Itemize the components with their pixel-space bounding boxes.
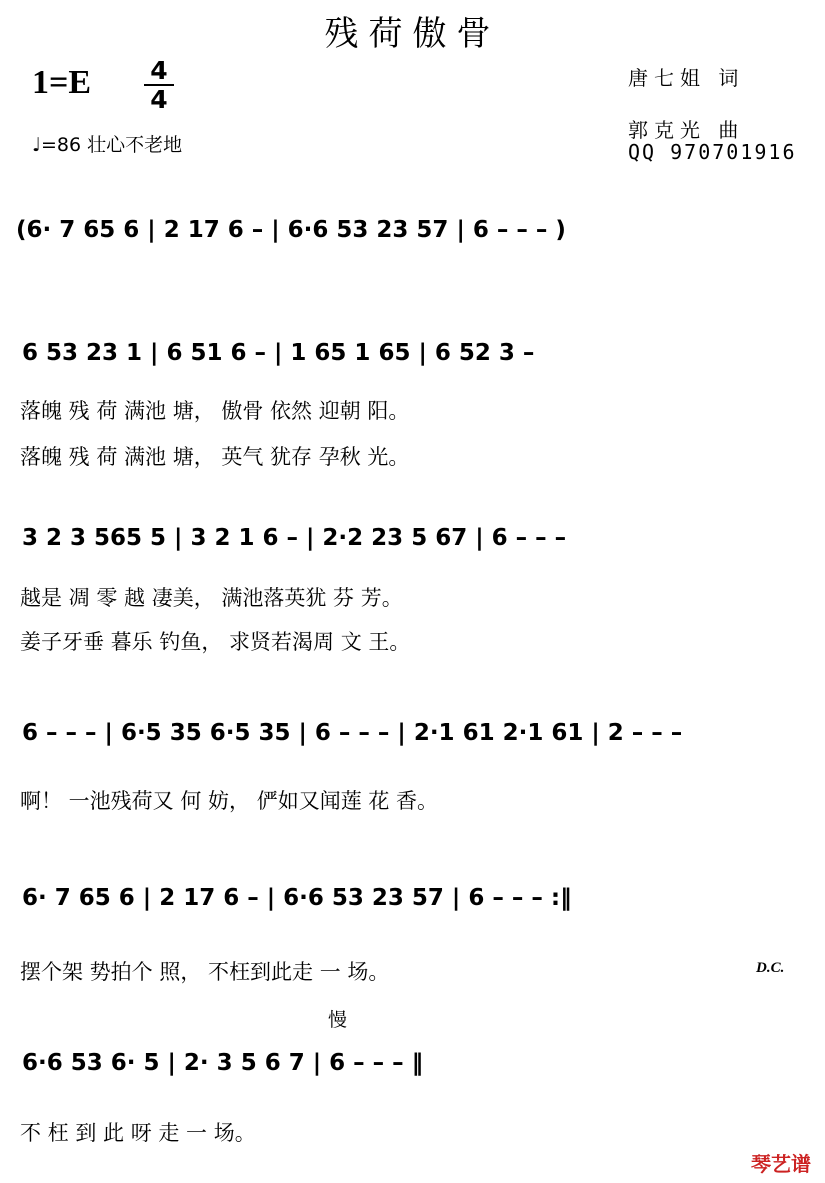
lyric-line-2-verse-2: 落魄 残 荷 满池 塘， 英气 犹存 孕秋 光。 [20,445,410,469]
lyric-line-6: 不 枉 到 此 呀 走 一 场。 [20,1121,256,1145]
song-title: 残荷傲骨 [324,14,501,54]
time-top: 4 [150,56,168,85]
lyric-line-2-verse-1: 落魄 残 荷 满池 塘， 傲骨 依然 迎朝 阳。 [20,399,410,423]
key-signature: 1=E [32,64,92,101]
tempo-slow-marking: 慢 [328,1009,348,1031]
notes-line-2: 6 53 23 1 | 6 51 6 – | 1 65 1 65 | 6 52 3 – [22,340,535,366]
tempo-marking: ♩=86 壮心不老地 [32,134,183,156]
composer-credit: 郭克光 曲 [628,118,745,142]
lyric-line-5: 摆个架 势拍个 照， 不枉到此走 一 场。 [20,960,390,984]
contact-qq: QQ 970701916 [628,140,797,164]
time-bottom: 4 [150,85,168,114]
dc-marking: D.C. [756,960,785,976]
lyric-line-3-verse-1: 越是 凋 零 越 凄美， 满池落英犹 芬 芳。 [20,586,403,610]
time-signature [144,58,174,112]
notes-line-3: 3 2 3 565 5 | 3 2 1 6 – | 2·2 23 5 67 | 6 – – – [22,525,567,551]
notes-line-6: 6·6 53 6· 5 | 2· 3 5 6 7 | 6 – – – ‖ [22,1050,424,1076]
lyric-line-3-verse-2: 姜子牙垂 暮乐 钓鱼， 求贤若渴周 文 王。 [20,630,411,654]
notes-line-1: (6· 7 65 6 | 2 17 6 – | 6·6 53 23 57 | 6 – – – ) [16,217,566,243]
notes-line-4: 6 – – – | 6·5 35 6·5 35 | 6 – – – | 2·1 61 2·1 61 | 2 – – – [22,720,683,746]
notes-line-5: 6· 7 65 6 | 2 17 6 – | 6·6 53 23 57 | 6 – – – :‖ [22,885,572,911]
lyric-line-4: 啊！ 一池残荷又 何 妨， 俨如又闻莲 花 香。 [20,789,439,813]
site-logo: 琴艺谱 [751,1152,811,1176]
lyricist-credit: 唐七姐 词 [628,66,745,90]
